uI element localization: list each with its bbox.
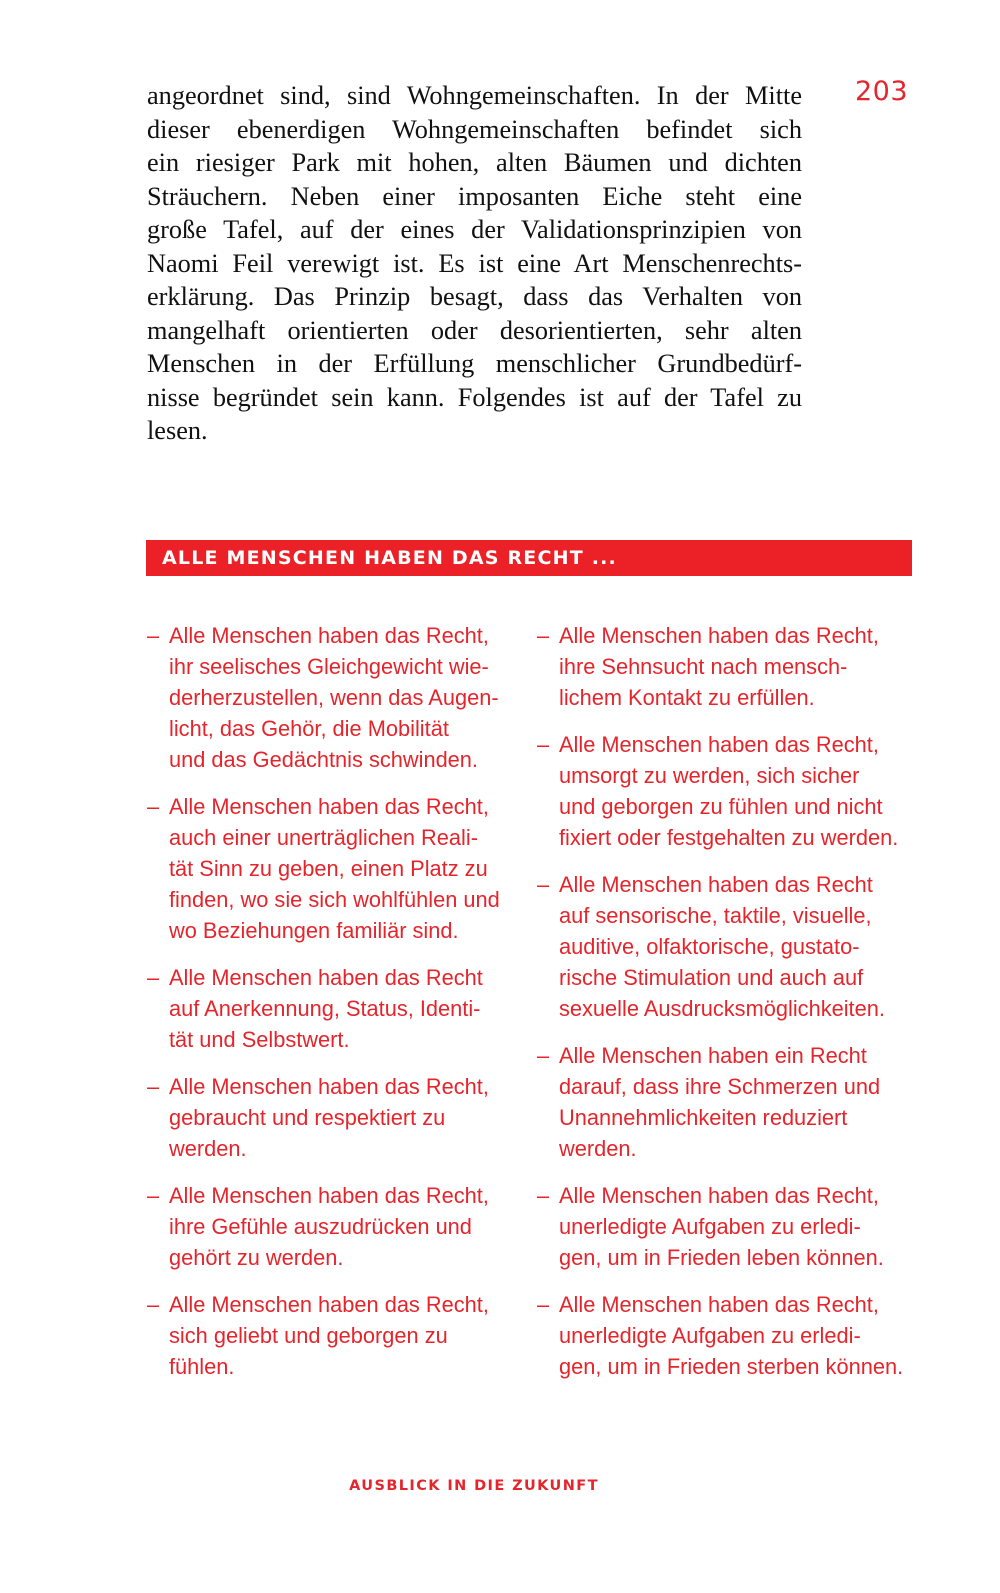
item-line: Alle Menschen haben das Recht: [169, 965, 483, 990]
item-line: Alle Menschen haben ein Recht: [559, 1043, 867, 1068]
rights-box-title: ALLE MENSCHEN HABEN DAS RECHT ...: [162, 547, 617, 569]
item-line: Alle Menschen haben das Recht,: [169, 1074, 489, 1099]
item-line: auf sensorische, taktile, visuelle,: [559, 903, 872, 928]
body-line: Naomi Feil verewigt ist. Es ist eine Art Menschenrechts-: [147, 248, 802, 278]
item-line: Alle Menschen haben das Recht,: [169, 1292, 489, 1317]
item-line: Alle Menschen haben das Recht: [559, 872, 873, 897]
bullet-dash: –: [537, 1292, 550, 1317]
rights-list-item: [147, 1071, 525, 1164]
item-line: fixiert oder festgehalten zu werden.: [559, 825, 899, 850]
bullet-dash: –: [147, 1292, 160, 1317]
bullet-dash: –: [147, 1074, 160, 1099]
item-line: Alle Menschen haben das Recht,: [559, 1183, 879, 1208]
item-line: derherzustellen, wenn das Augen-: [169, 685, 499, 710]
item-line: sich geliebt und geborgen zu: [169, 1323, 448, 1348]
item-line: darauf, dass ihre Schmerzen und: [559, 1074, 881, 1099]
item-line: werden.: [559, 1136, 637, 1161]
item-line: gehört zu werden.: [169, 1245, 344, 1270]
rights-list-item: [537, 729, 915, 853]
item-line: licht, das Gehör, die Mobilität: [169, 716, 449, 741]
rights-list-item: [537, 620, 915, 713]
rights-list-item: [537, 1180, 915, 1273]
item-line: Alle Menschen haben das Recht,: [559, 732, 879, 757]
rights-box-banner: [146, 540, 912, 576]
item-line: auch einer unerträglichen Reali-: [169, 825, 478, 850]
item-line: tät und Selbstwert.: [169, 1027, 350, 1052]
item-line: unerledigte Aufgaben zu erledi-: [559, 1214, 861, 1239]
body-paragraph: [147, 79, 802, 448]
running-footer: AUSBLICK IN DIE ZUKUNFT: [349, 1478, 599, 1494]
bullet-dash: –: [537, 872, 550, 897]
rights-list-item: [147, 1180, 525, 1273]
rights-list-item: [537, 1040, 915, 1164]
bullet-dash: –: [147, 794, 160, 819]
body-line: große Tafel, auf der eines der Validationsprinzipien von: [147, 215, 802, 244]
bullet-dash: –: [147, 965, 160, 990]
rights-list-item: [147, 620, 525, 775]
item-line: ihre Sehnsucht nach mensch-: [559, 654, 848, 679]
bullet-dash: –: [537, 1183, 550, 1208]
item-line: Alle Menschen haben das Recht,: [169, 794, 489, 819]
body-line: mangelhaft orientierten oder desorientierten, sehr alten: [147, 315, 802, 345]
item-line: auf Anerkennung, Status, Identi-: [169, 996, 481, 1021]
body-line: erklärung. Das Prinzip besagt, dass das Verhalten von: [147, 282, 802, 311]
item-line: gebraucht und respektiert zu: [169, 1105, 446, 1130]
item-line: Alle Menschen haben das Recht,: [169, 623, 489, 648]
bullet-dash: –: [147, 623, 160, 648]
bullet-dash: –: [537, 623, 550, 648]
item-line: gen, um in Frieden sterben können.: [559, 1354, 904, 1379]
rights-list-item: [147, 962, 525, 1055]
item-line: sexuelle Ausdrucksmöglichkeiten.: [559, 996, 885, 1021]
item-line: ihr seelisches Gleichgewicht wie-: [169, 654, 489, 679]
body-line: Menschen in der Erfüllung menschlicher Grundbedürf-: [147, 349, 802, 378]
rights-list-left: [147, 620, 525, 1398]
bullet-dash: –: [147, 1183, 160, 1208]
item-line: werden.: [169, 1136, 247, 1161]
item-line: Alle Menschen haben das Recht,: [559, 623, 879, 648]
item-line: tät Sinn zu geben, einen Platz zu: [169, 856, 488, 881]
body-line: Sträuchern. Neben einer imposanten Eiche steht eine: [147, 181, 802, 211]
item-line: wo Beziehungen familiär sind.: [169, 918, 459, 943]
item-line: und geborgen zu fühlen und nicht: [559, 794, 883, 819]
item-line: finden, wo sie sich wohlfühlen und: [169, 887, 500, 912]
item-line: und das Gedächtnis schwinden.: [169, 747, 478, 772]
rights-list-item: [147, 1289, 525, 1382]
item-line: fühlen.: [169, 1354, 235, 1379]
bullet-dash: –: [537, 732, 550, 757]
item-line: ihre Gefühle auszudrücken und: [169, 1214, 472, 1239]
item-line: umsorgt zu werden, sich sicher: [559, 763, 860, 788]
item-line: rische Stimulation und auch auf: [559, 965, 864, 990]
rights-list-item: [537, 869, 915, 1024]
body-line: angeordnet sind, sind Wohngemeinschaften. In der Mitte: [147, 81, 802, 110]
body-line: nisse begründet sein kann. Folgendes ist auf der Tafel zu: [147, 382, 802, 412]
item-line: lichem Kontakt zu erfüllen.: [559, 685, 815, 710]
body-line: dieser ebenerdigen Wohngemeinschaften befindet sich: [147, 114, 802, 144]
page-number: 203: [855, 76, 909, 107]
body-line: lesen.: [147, 416, 208, 445]
item-line: auditive, olfaktorische, gustato-: [559, 934, 860, 959]
body-line: ein riesiger Park mit hohen, alten Bäumen und dichten: [147, 148, 802, 177]
rights-list-item: [537, 1289, 915, 1382]
item-line: Unannehmlichkeiten reduziert: [559, 1105, 848, 1130]
item-line: gen, um in Frieden leben können.: [559, 1245, 884, 1270]
rights-list-item: [147, 791, 525, 946]
bullet-dash: –: [537, 1043, 550, 1068]
item-line: Alle Menschen haben das Recht,: [559, 1292, 879, 1317]
item-line: Alle Menschen haben das Recht,: [169, 1183, 489, 1208]
item-line: unerledigte Aufgaben zu erledi-: [559, 1323, 861, 1348]
rights-list-right: [537, 620, 915, 1398]
